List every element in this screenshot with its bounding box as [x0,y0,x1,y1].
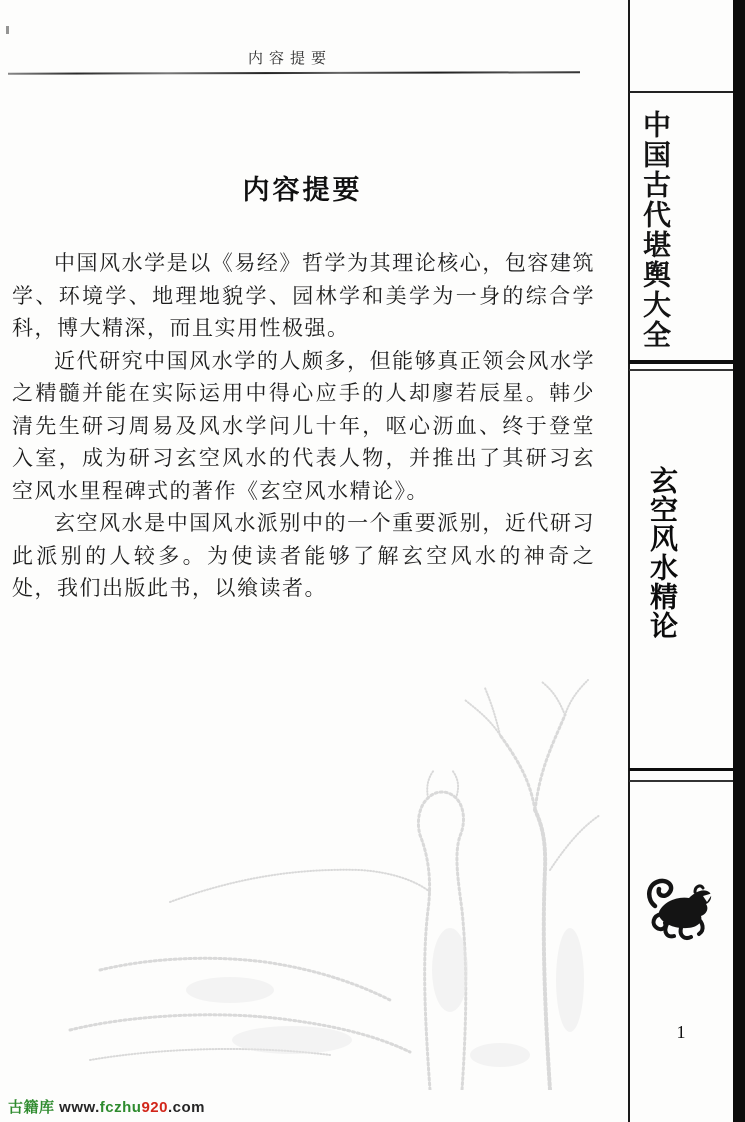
book-title-vertical: 玄空风水精论 [646,466,677,640]
paragraph-3: 玄空风水是中国风水派别中的一个重要派别，近代研习此派别的人较多。为使读者能够了解玄空风水的神奇之处，我们出版此书，以飨读者。 [12,511,595,600]
sidebar-divider-1a [629,360,733,364]
binding-black-strip [733,0,745,1122]
paragraph-2: 近代研究中国风水学的人颇多，但能够真正领会风水学之精髓并能在实际运用中得心应手的人却廖若辰星。韩少清先生研习周易及风水学问儿十年，呕心沥血、终于登堂入室，成为研习玄空风水的代表人物，并推出了其研习玄空风水里程碑式的著作《玄空风水精论》。 [12,348,595,503]
paragraph-1: 中国风水学是以《易经》哲学为其理论核心，包容建筑学、环境学、地理地貌学、园林学和美学为一身的综合学科，博大精深，而且实用性极强。 [12,251,595,340]
sidebar-divider-1b [629,369,733,371]
page-title: 内容提要 [242,175,363,206]
sidebar-border-line [628,0,630,1122]
watermark-url-name: fczhu [99,1099,142,1116]
scan-artifact [6,26,9,34]
sidebar-divider-2b [629,780,733,782]
watermark-url-number: 920 [141,1099,168,1116]
running-header: 内容提要 [247,51,332,67]
watermark-site-name: 古籍库 [8,1099,55,1116]
sidebar-divider-top [629,91,733,93]
sidebar-divider-2a [629,768,733,771]
mythical-beast-icon [643,872,715,944]
watermark [8,1096,205,1117]
series-title-vertical: 中国古代堪舆大全 [639,110,670,350]
watermark-url-tld: .com [168,1099,206,1116]
background-tree-sketch-image [30,640,610,1090]
header-rule [8,71,580,74]
abstract-body [12,247,595,605]
page-number: 1 [676,1022,686,1042]
watermark-url-www: www. [54,1099,100,1116]
